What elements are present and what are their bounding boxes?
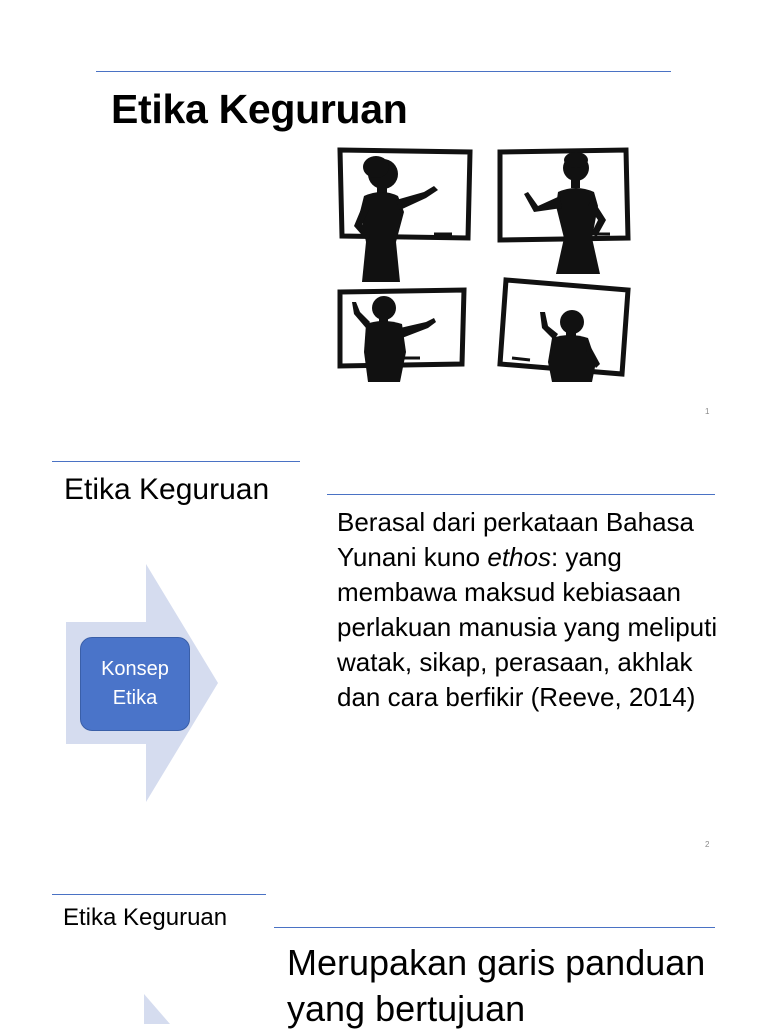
teachers-illustration-icon [334, 142, 636, 388]
slide1-top-rule [96, 71, 671, 72]
teacher-figure-2 [524, 152, 606, 274]
concept-box-line1: Konsep [101, 658, 169, 680]
teacher-figure-4 [540, 310, 600, 382]
concept-box-line2: Etika [112, 687, 158, 709]
teacher-figure-1 [354, 156, 438, 282]
body-term-ethos: ethos [487, 542, 551, 572]
slide3-title: Etika Keguruan [63, 904, 228, 931]
slide2-page-number: 2 [705, 840, 710, 849]
right-arrow-icon [140, 990, 180, 1024]
slide2-title: Etika Keguruan [64, 473, 270, 506]
slide2-title-rule [52, 461, 300, 462]
body-text-post: : yang membawa maksud kebiasaan perlakuan manusia yang meliputi watak, sikap, perasaan, akhlak dan cara berfikir (Reeve, 2014) [337, 542, 718, 712]
slide3-title-rule [52, 894, 266, 895]
teacher-figure-3 [352, 296, 436, 382]
body-text-pre: Berasal dari perkataan Bahasa Yunani kuno [337, 507, 695, 572]
slide1-page-number: 1 [705, 407, 710, 416]
slide3-body-rule [274, 927, 715, 928]
slide3-body-text: Merupakan garis panduan yang bertujuan [287, 942, 706, 1029]
slide2-body-rule [327, 494, 715, 495]
slide2-body-text [337, 505, 722, 715]
slide1-title: Etika Keguruan [111, 86, 408, 132]
concept-box [80, 637, 190, 731]
